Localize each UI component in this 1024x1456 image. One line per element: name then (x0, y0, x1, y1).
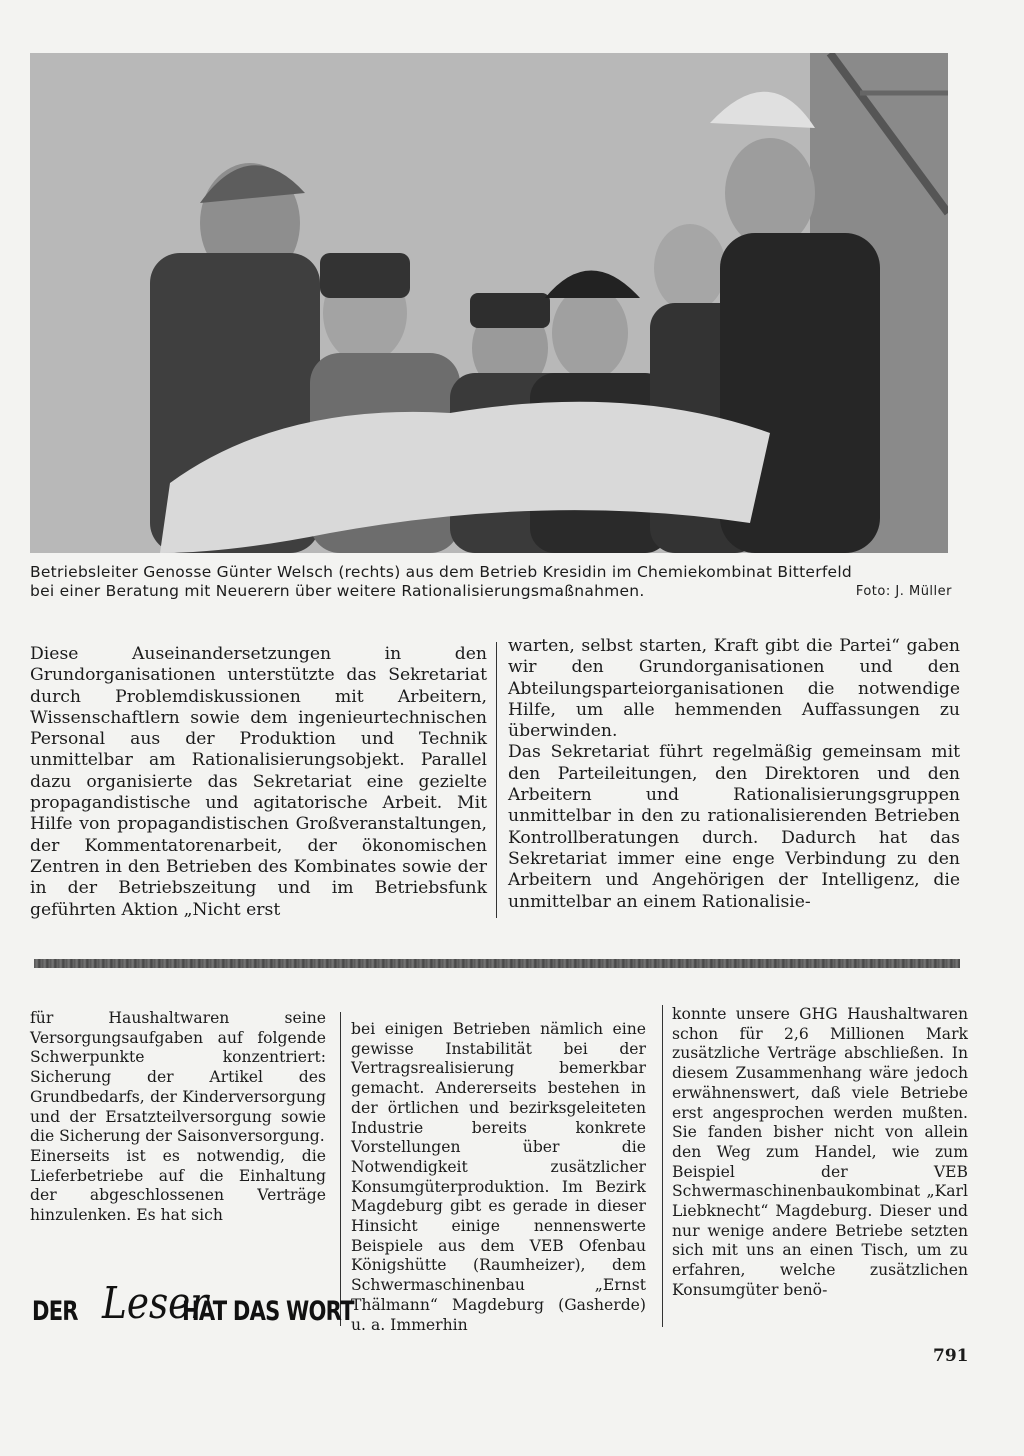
caption-line-2: bei einer Beratung mit Neuerern über weitere Rationalisierungsmaßnahmen. (30, 582, 645, 600)
paragraph: bei einigen Betrieben nämlich eine gewisse Instabilität bei der Vertragsrealisierung bemerkbar gemacht. Andererseits bestehen in der örtlichen und bezirksgeleiteten Industrie bereits konkrete Vorstellungen über die Notwendigkeit zusätzlicher Konsumgüterproduktion. Im Bezirk Magdeburg gibt es gerade in dieser Hinsicht einige nennenswerte Beispiele aus dem VEB Ofenbau Königshütte (Raumheizer), dem Schwermaschinenbau „Ernst Thälmann“ Magdeburg (Gasherde) u. a. Immerhin (351, 1020, 646, 1334)
caption-line-1: Betriebsleiter Genosse Günter Welsch (rechts) aus dem Betrieb Kresidin im Chemiekombinat Bitterfeld (30, 563, 852, 581)
column-divider (340, 1012, 341, 1326)
article-bottom-column-1 (30, 1009, 326, 1226)
logo-word-1: DER (32, 1296, 78, 1327)
caption-line-2-wrap (30, 582, 952, 601)
paragraph: Diese Auseinandersetzungen in den Grundorganisationen unterstützte das Sekretariat durch Problemdiskussionen mit Arbeitern, Wissenschaftlern sowie dem ingenieurtechnischen Personal aus der Produktion und Technik unmittelbar am Rationalisierungsobjekt. Parallel dazu organisierte das Sekretariat eine gezielte propagandistische und agitatorische Arbeit. Mit Hilfe von propagandistischen Großveranstaltungen, der Kommentatorenarbeit, der ökonomischen Zentren in den Betrieben des Kombinates sowie der in der Betriebszeitung und im Betriebsfunk geführten Aktion „Nicht erst (30, 644, 487, 920)
section-logo (32, 1278, 354, 1338)
article-bottom-column-2 (351, 1020, 646, 1335)
paragraph: warten, selbst starten, Kraft gibt die Partei“ gaben wir den Grundorganisationen und den Abteilungsparteiorganisationen die notwendige Hilfe, um alle hemmenden Auffassungen zu überwinden. (508, 636, 960, 742)
article-bottom-column-3 (672, 1005, 968, 1301)
photo-illustration (30, 53, 948, 553)
section-divider-bar (34, 959, 960, 968)
article-top-left-column (30, 644, 487, 921)
paragraph: für Haushaltwaren seine Versorgungsaufgaben auf folgende Schwerpunkte konzentriert: Sicherung der Artikel des Grundbedarfs, der Kinderversorgung und der Ersatzteilversorgung sowie die Sicherung der Saisonversorgung. (30, 1009, 326, 1146)
paragraph: Einerseits ist es notwendig, die Lieferbetriebe auf die Einhaltung der abgeschlossenen Verträge hinzulenken. Es hat sich (30, 1146, 326, 1225)
column-divider (662, 1005, 663, 1327)
photo-caption (30, 563, 952, 601)
article-top-right-column (508, 636, 960, 913)
paragraph: konnte unsere GHG Haushaltwaren schon für 2,6 Millionen Mark zusätzliche Verträge abschließen. In diesem Zusammenhang wäre jedoch erwähnenswert, daß viele Betriebe erst angesprochen werden mußten. Sie fanden bisher nicht von allein den Weg zum Handel, wie zum Beispiel der VEB Schwermaschinenbaukombinat „Karl Liebknecht“ Magdeburg. Dieser und nur wenige andere Betriebe setzten sich mit uns an einen Tisch, um zu erfahren, welche zusätzlichen Konsumgüter benö- (672, 1005, 968, 1299)
logo-word-2: Leser (102, 1278, 209, 1329)
paragraph: Das Sekretariat führt regelmäßig gemeinsam mit den Parteileitungen, den Direktoren und den Arbeitern und Rationalisierungsgruppen unmittelbar in den zu rationalisierenden Betrieben Kontrollberatungen durch. Dadurch hat das Sekretariat immer eine enge Verbindung zu den Arbeitern und Angehörigen der Intelligenz, die unmittelbar an einem Rationalisie- (508, 742, 960, 912)
photo-credit: Foto: J. Müller (855, 584, 952, 599)
page-number: 791 (933, 1346, 969, 1366)
news-photo (30, 53, 948, 553)
column-divider (496, 642, 497, 918)
logo-word-3: HAT DAS WORT (182, 1296, 354, 1327)
